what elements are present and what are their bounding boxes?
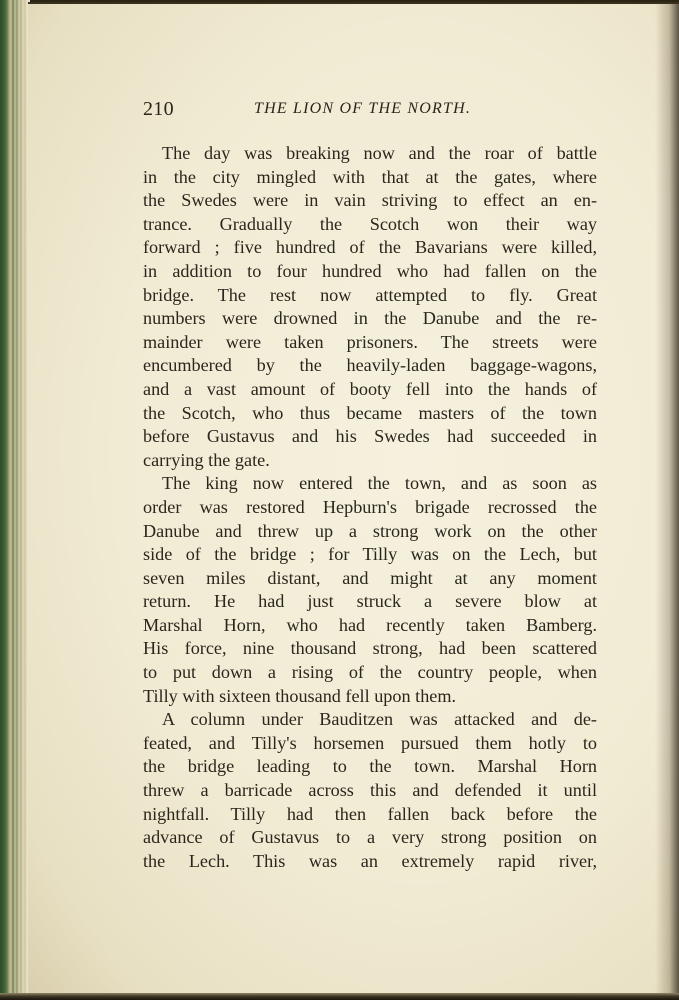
book-spine-edge xyxy=(0,0,30,1000)
text-line: carrying the gate. xyxy=(143,449,270,470)
text-line: return. He had just struck a severe blow at xyxy=(143,591,597,612)
paragraph-3 xyxy=(143,708,597,873)
text-line: Marshal Horn, who had recently taken Bamberg. xyxy=(143,614,597,635)
text-line: the bridge leading to the town. Marshal Horn xyxy=(143,756,597,777)
text-line: and a vast amount of booty fell into the hands of xyxy=(143,378,597,399)
text-line: His force, nine thousand strong, had been scattered xyxy=(143,638,597,659)
text-line: Danube and threw up a strong work on the other xyxy=(143,520,597,541)
page-header xyxy=(143,98,603,124)
text-line: threw a barricade across this and defended it until xyxy=(143,780,597,801)
text-line: the Scotch, who thus became masters of the town xyxy=(143,402,597,423)
text-line: side of the bridge ; for Tilly was on the Lech, but xyxy=(143,544,597,565)
text-line: trance. Gradually the Scotch won their way xyxy=(143,213,597,234)
text-line: forward ; five hundred of the Bavarians were killed, xyxy=(143,237,597,258)
text-line: the Lech. This was an extremely rapid river, xyxy=(143,850,597,871)
text-line: in addition to four hundred who had fallen on the xyxy=(143,260,597,281)
running-title: THE LION OF THE NORTH. xyxy=(254,100,472,117)
text-line: order was restored Hepburn's brigade recrossed the xyxy=(143,496,597,517)
text-line: Tilly with sixteen thousand fell upon them. xyxy=(143,685,457,706)
text-line: The day was breaking now and the roar of battle xyxy=(162,143,597,163)
text-line: seven miles distant, and might at any moment xyxy=(143,567,597,588)
page-bottom-edge xyxy=(0,993,679,1000)
text-line: to put down a rising of the country people, when xyxy=(143,662,597,683)
text-line: nightfall. Tilly had then fallen back before the xyxy=(143,803,597,824)
text-line: mainder were taken prisoners. The streets were xyxy=(143,331,597,352)
text-line: bridge. The rest now attempted to fly. Great xyxy=(143,284,597,305)
paragraph-2 xyxy=(143,472,597,708)
text-line: the Swedes were in vain striving to effect an en- xyxy=(143,190,597,211)
text-line: advance of Gustavus to a very strong position on xyxy=(143,827,597,848)
paragraph-1 xyxy=(143,142,597,472)
text-line: encumbered by the heavily-laden baggage-wagons, xyxy=(143,355,597,376)
text-line: A column under Bauditzen was attacked and de- xyxy=(162,709,597,730)
text-line: in the city mingled with that at the gates, where xyxy=(143,166,597,187)
page-number: 210 xyxy=(143,98,174,120)
body-text xyxy=(143,142,597,873)
text-line: before Gustavus and his Swedes had succeeded in xyxy=(143,426,597,447)
text-line: numbers were drowned in the Danube and the re- xyxy=(143,308,597,329)
text-line: The king now entered the town, and as soon as xyxy=(162,473,597,494)
text-line: feated, and Tilly's horsemen pursued them hotly to xyxy=(143,732,597,753)
